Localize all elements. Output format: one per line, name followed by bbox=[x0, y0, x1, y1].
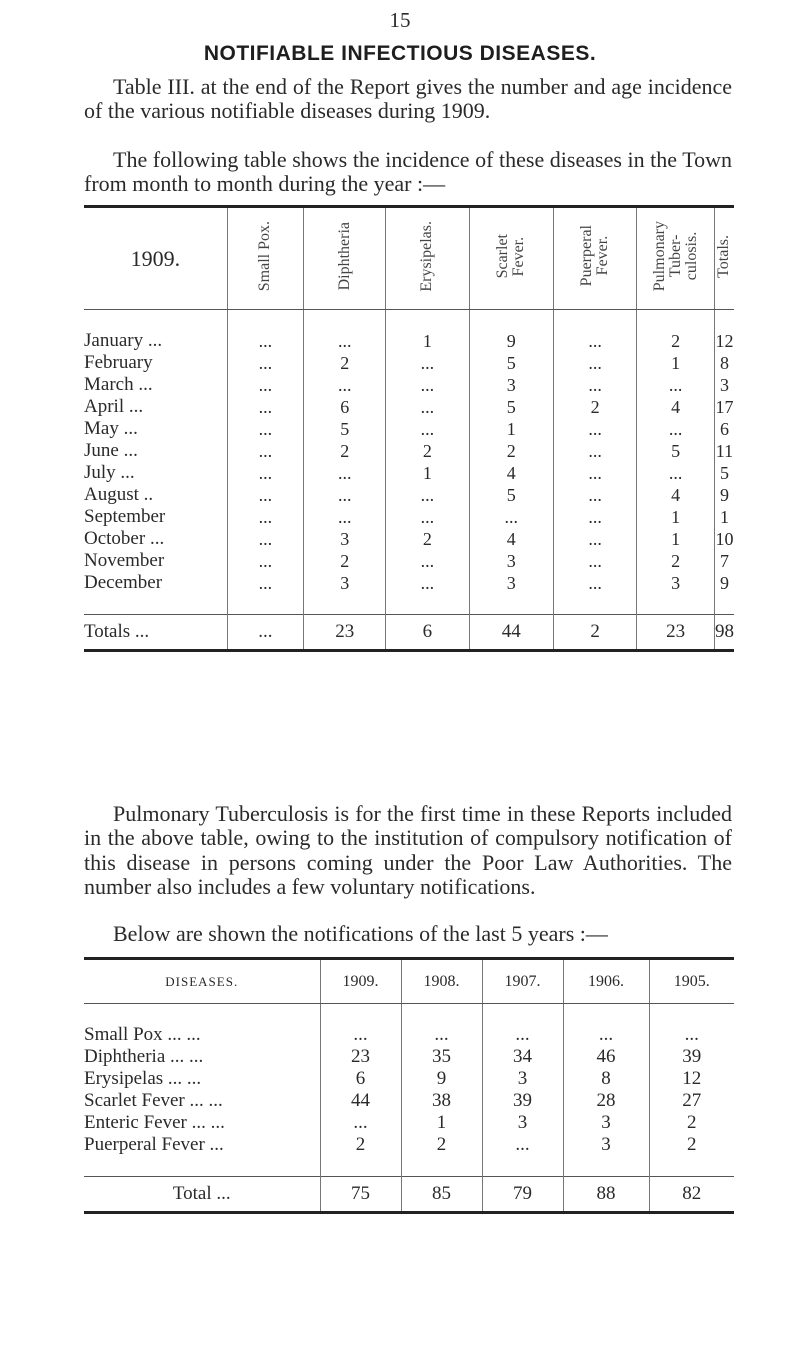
table-cell: ... bbox=[553, 440, 636, 462]
row-label: Totals ... bbox=[84, 615, 227, 651]
table-cell: ... bbox=[227, 615, 303, 651]
year-header: 1908. bbox=[401, 959, 482, 1004]
table-cell: ... bbox=[637, 418, 715, 440]
table-cell: 34 bbox=[482, 1046, 563, 1068]
table-cell: 1 bbox=[637, 506, 715, 528]
table-cell: 12 bbox=[649, 1068, 734, 1090]
table-cell: 9 bbox=[401, 1068, 482, 1090]
table-cell: 2 bbox=[304, 550, 386, 572]
table-cell: ... bbox=[304, 462, 386, 484]
table-cell: ... bbox=[227, 506, 303, 528]
table-cell: 2 bbox=[469, 440, 553, 462]
table-cell: 6 bbox=[320, 1068, 401, 1090]
table-cell: ... bbox=[227, 528, 303, 550]
table-cell: 5 bbox=[714, 462, 734, 484]
table-row bbox=[84, 1090, 734, 1112]
table-cell: 5 bbox=[304, 418, 386, 440]
five-year-table bbox=[84, 957, 734, 1214]
year-header: 1906. bbox=[563, 959, 649, 1004]
table-cell: 3 bbox=[563, 1112, 649, 1134]
table-cell: 2 bbox=[304, 440, 386, 462]
table-cell: 75 bbox=[320, 1177, 401, 1213]
row-label: Total ... bbox=[84, 1177, 320, 1213]
table-cell: 2 bbox=[637, 550, 715, 572]
table-row bbox=[84, 1046, 734, 1068]
table-cell: 85 bbox=[401, 1177, 482, 1213]
table-cell: 39 bbox=[649, 1046, 734, 1068]
column-header: Totals. bbox=[714, 207, 734, 310]
table-cell: ... bbox=[227, 330, 303, 352]
table-cell: 2 bbox=[386, 440, 469, 462]
table-cell: 5 bbox=[469, 396, 553, 418]
table-cell: ... bbox=[386, 550, 469, 572]
row-label: May ... bbox=[84, 418, 138, 439]
table-cell: ... bbox=[553, 352, 636, 374]
column-header: Scarlet Fever. bbox=[469, 207, 553, 310]
row-label: November bbox=[84, 550, 165, 571]
table-cell: ... bbox=[563, 1024, 649, 1046]
table-cell: 2 bbox=[304, 352, 386, 374]
table-row bbox=[84, 506, 734, 528]
row-label: June ... bbox=[84, 440, 138, 461]
table-cell: 10 bbox=[715, 528, 734, 549]
table-row bbox=[84, 462, 734, 484]
table-cell: ... bbox=[386, 506, 469, 528]
table-cell: ... bbox=[553, 506, 636, 528]
table-cell: 46 bbox=[563, 1046, 649, 1068]
table-cell: ... bbox=[304, 330, 386, 352]
table-cell: 2 bbox=[401, 1134, 482, 1156]
table-cell: 2 bbox=[649, 1112, 734, 1134]
table-cell: ... bbox=[227, 396, 303, 418]
table-row bbox=[84, 330, 734, 352]
row-label: Scarlet Fever ... ... bbox=[84, 1090, 223, 1111]
table-row bbox=[84, 528, 734, 550]
year-header: 1907. bbox=[482, 959, 563, 1004]
table-cell: 8 bbox=[563, 1068, 649, 1090]
diseases-header: DISEASES. bbox=[84, 959, 320, 1004]
table-cell: ... bbox=[482, 1134, 563, 1156]
table-cell: 23 bbox=[320, 1046, 401, 1068]
table-cell: 2 bbox=[553, 396, 636, 418]
table-cell: 35 bbox=[401, 1046, 482, 1068]
table-cell: 17 bbox=[715, 396, 734, 417]
table-cell: ... bbox=[320, 1112, 401, 1134]
table-cell: 98 bbox=[714, 615, 734, 651]
table-cell: 1 bbox=[386, 330, 469, 352]
table-cell: 6 bbox=[714, 418, 734, 440]
table-cell: 1 bbox=[714, 506, 734, 528]
row-label: Enteric Fever ... ... bbox=[84, 1112, 225, 1133]
table-cell: ... bbox=[553, 330, 636, 352]
table-row bbox=[84, 1134, 734, 1156]
table-cell: ... bbox=[553, 550, 636, 572]
table-cell: ... bbox=[553, 462, 636, 484]
five-year-intro-paragraph: Below are shown the notifications of the last 5 years :— bbox=[113, 921, 608, 946]
table-row bbox=[84, 396, 734, 418]
intro-paragraph: Table III. at the end of the Report gives the number and age incidence of the various notifiable diseases during 1909. bbox=[84, 74, 732, 124]
row-label: July ... bbox=[84, 462, 135, 483]
table-cell: 2 bbox=[386, 528, 469, 550]
table-cell: 8 bbox=[714, 352, 734, 374]
row-label: January ... bbox=[84, 330, 163, 351]
table-row bbox=[84, 550, 734, 572]
table-cell: 27 bbox=[649, 1090, 734, 1112]
table-cell: ... bbox=[469, 506, 553, 528]
row-label: December bbox=[84, 572, 163, 593]
table-cell: 23 bbox=[304, 615, 386, 651]
table-cell: 3 bbox=[469, 572, 553, 594]
table-cell: 3 bbox=[563, 1134, 649, 1156]
table-cell: ... bbox=[401, 1024, 482, 1046]
table-cell: 9 bbox=[469, 330, 553, 352]
year-header: 1909. bbox=[320, 959, 401, 1004]
table-cell: 9 bbox=[714, 484, 734, 506]
row-label: April ... bbox=[84, 396, 144, 417]
table-cell: ... bbox=[386, 396, 469, 418]
table-cell: 12 bbox=[715, 330, 734, 351]
column-header: Pulmonary Tuber- culosis. bbox=[637, 207, 715, 310]
table-cell: ... bbox=[304, 506, 386, 528]
year-header: 1909. bbox=[84, 207, 227, 310]
row-label: March ... bbox=[84, 374, 153, 395]
column-header: Erysipelas. bbox=[386, 207, 469, 310]
table-cell: 3 bbox=[469, 374, 553, 396]
table-cell: ... bbox=[304, 374, 386, 396]
table-cell: 4 bbox=[637, 484, 715, 506]
tuberculosis-note-paragraph: Pulmonary Tuberculosis is for the first time in these Reports included in the above table, owing to the institution of compulsory notification of this disease in persons coming under the Poor Law Authorities. The number also includes a few voluntary notifications. bbox=[84, 801, 732, 900]
row-label: Puerperal Fever ... bbox=[84, 1134, 224, 1155]
table-cell: 44 bbox=[469, 615, 553, 651]
table-row bbox=[84, 1024, 734, 1046]
table-cell: ... bbox=[553, 572, 636, 594]
table-cell: 23 bbox=[637, 615, 715, 651]
table-cell: ... bbox=[482, 1024, 563, 1046]
table-cell: 3 bbox=[637, 572, 715, 594]
table-cell: 3 bbox=[304, 528, 386, 550]
page-number: 15 bbox=[389, 8, 411, 32]
row-label: September bbox=[84, 506, 166, 527]
table-cell: ... bbox=[227, 374, 303, 396]
table-cell: ... bbox=[386, 418, 469, 440]
table-cell: ... bbox=[304, 484, 386, 506]
table-row bbox=[84, 1112, 734, 1134]
table-cell: 3 bbox=[304, 572, 386, 594]
table-cell: ... bbox=[227, 352, 303, 374]
table-cell: 5 bbox=[637, 440, 715, 462]
year-header: 1905. bbox=[649, 959, 734, 1004]
table-cell: 79 bbox=[482, 1177, 563, 1213]
table-cell: 5 bbox=[469, 352, 553, 374]
row-label: Diphtheria ... ... bbox=[84, 1046, 204, 1067]
row-label: August .. bbox=[84, 484, 154, 505]
table-cell: ... bbox=[227, 462, 303, 484]
monthly-incidence-table bbox=[84, 205, 734, 652]
table-cell: 7 bbox=[714, 550, 734, 572]
table-cell: ... bbox=[553, 528, 636, 550]
table-cell: ... bbox=[553, 484, 636, 506]
table-cell: ... bbox=[386, 484, 469, 506]
table-cell: ... bbox=[386, 352, 469, 374]
table-row bbox=[84, 1068, 734, 1090]
row-label: February bbox=[84, 352, 153, 373]
table-cell: 11 bbox=[715, 440, 734, 461]
table-cell: ... bbox=[320, 1024, 401, 1046]
column-header: Diphtheria bbox=[304, 207, 386, 310]
table-cell: 4 bbox=[469, 528, 553, 550]
table-row bbox=[84, 484, 734, 506]
row-label: October ... bbox=[84, 528, 165, 549]
table-cell: 9 bbox=[714, 572, 734, 594]
table-cell: 5 bbox=[469, 484, 553, 506]
table-cell: ... bbox=[553, 374, 636, 396]
table-cell: 3 bbox=[482, 1112, 563, 1134]
table-row bbox=[84, 352, 734, 374]
table-intro-paragraph: The following table shows the incidence of these diseases in the Town from month to month during the year :— bbox=[84, 147, 732, 197]
row-label: Erysipelas ... ... bbox=[84, 1068, 202, 1089]
table-cell: 2 bbox=[637, 330, 715, 352]
table-cell: 3 bbox=[469, 550, 553, 572]
table-cell: ... bbox=[227, 484, 303, 506]
table-cell: 3 bbox=[714, 374, 734, 396]
section-heading: NOTIFIABLE INFECTIOUS DISEASES. bbox=[203, 42, 597, 65]
table-row bbox=[84, 418, 734, 440]
table-cell: 1 bbox=[637, 528, 715, 550]
table-cell: 82 bbox=[649, 1177, 734, 1213]
table-cell: ... bbox=[227, 440, 303, 462]
table-cell: ... bbox=[553, 418, 636, 440]
row-label: Small Pox ... ... bbox=[84, 1024, 201, 1045]
table-row bbox=[84, 440, 734, 462]
table-cell: 1 bbox=[386, 462, 469, 484]
table-cell: ... bbox=[637, 374, 715, 396]
table-cell: ... bbox=[227, 572, 303, 594]
table-row bbox=[84, 572, 734, 594]
table-cell: 4 bbox=[637, 396, 715, 418]
table-cell: 4 bbox=[469, 462, 553, 484]
column-header: Small Pox. bbox=[227, 207, 303, 310]
totals-row bbox=[84, 615, 734, 651]
table-cell: ... bbox=[227, 418, 303, 440]
table-cell: 6 bbox=[386, 615, 469, 651]
table-cell: 1 bbox=[401, 1112, 482, 1134]
table-cell: ... bbox=[637, 462, 715, 484]
table-cell: ... bbox=[386, 374, 469, 396]
table-cell: 2 bbox=[320, 1134, 401, 1156]
table-cell: 2 bbox=[553, 615, 636, 651]
table-cell: 1 bbox=[469, 418, 553, 440]
table-cell: ... bbox=[649, 1024, 734, 1046]
table-cell: ... bbox=[227, 550, 303, 572]
totals-row bbox=[84, 1177, 734, 1213]
table-cell: 28 bbox=[563, 1090, 649, 1112]
table-cell: 3 bbox=[482, 1068, 563, 1090]
table-header-row bbox=[84, 207, 734, 310]
table-cell: 2 bbox=[649, 1134, 734, 1156]
table-cell: 6 bbox=[304, 396, 386, 418]
table-cell: 38 bbox=[401, 1090, 482, 1112]
table-cell: 88 bbox=[563, 1177, 649, 1213]
table-cell: 1 bbox=[637, 352, 715, 374]
table-header-row bbox=[84, 959, 734, 1004]
table-row bbox=[84, 374, 734, 396]
table-cell: ... bbox=[386, 572, 469, 594]
table-cell: 39 bbox=[482, 1090, 563, 1112]
column-header: Puerperal Fever. bbox=[553, 207, 636, 310]
table-cell: 44 bbox=[320, 1090, 401, 1112]
